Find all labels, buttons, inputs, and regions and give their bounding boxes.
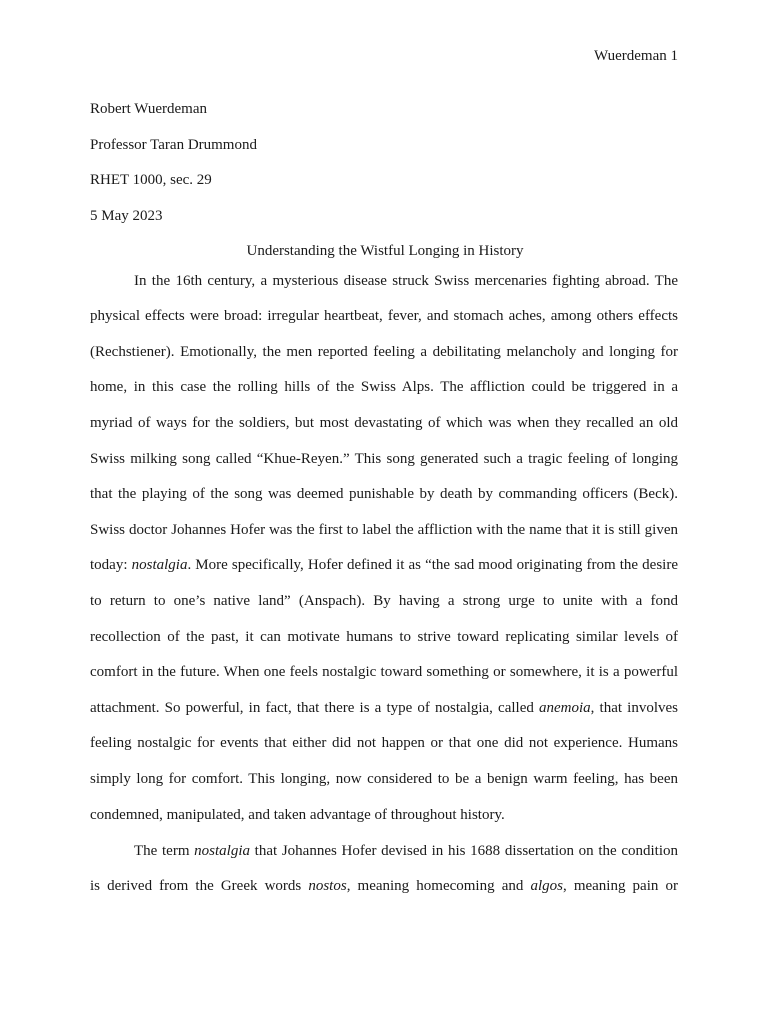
running-head: Wuerdeman 1: [594, 48, 678, 64]
body-line: to return to one’s native land” (Anspach). By having a strong urge to unite with a fond: [90, 593, 678, 609]
body-line: feeling nostalgic for events that either did not happen or that one did not experience. Humans: [90, 735, 678, 751]
body-line: home, in this case the rolling hills of the Swiss Alps. The affliction could be triggered in a: [90, 379, 678, 395]
body-line: The term nostalgia that Johannes Hofer devised in his 1688 dissertation on the condition: [134, 843, 678, 859]
body-line: comfort in the future. When one feels nostalgic toward something or somewhere, it is a powerful: [90, 664, 678, 680]
body-line: In the 16th century, a mysterious disease struck Swiss mercenaries fighting abroad. The: [134, 273, 678, 289]
italic-term: nostos: [308, 878, 347, 894]
body-line: is derived from the Greek words nostos, meaning homecoming and algos, meaning pain or: [90, 878, 678, 894]
instructor-name: Professor Taran Drummond: [90, 136, 257, 153]
body-line: (Rechstiener). Emotionally, the men reported feeling a debilitating melancholy and longing for: [90, 344, 678, 360]
body-line: today: nostalgia. More specifically, Hofer defined it as “the sad mood originating from the desire: [90, 557, 678, 573]
body-line: physical effects were broad: irregular heartbeat, fever, and stomach aches, among others effects: [90, 308, 678, 324]
body-line: condemned, manipulated, and taken advantage of throughout history.: [90, 807, 505, 823]
body-line: attachment. So powerful, in fact, that there is a type of nostalgia, called anemoia, that involves: [90, 700, 678, 716]
body-line: Swiss milking song called “Khue-Reyen.” This song generated such a tragic feeling of longing: [90, 451, 678, 467]
body-line: Swiss doctor Johannes Hofer was the first to label the affliction with the name that it is still given: [90, 522, 678, 538]
italic-term: anemoia: [539, 700, 591, 716]
italic-term: nostalgia: [131, 557, 188, 573]
author-name: Robert Wuerdeman: [90, 101, 207, 117]
body-line: simply long for comfort. This longing, now considered to be a benign warm feeling, has been: [90, 771, 678, 787]
mla-heading: [90, 92, 680, 270]
body-line: myriad of ways for the soldiers, but most devastating of which was when they recalled an old: [90, 415, 678, 431]
italic-term: nostalgia: [194, 843, 250, 859]
italic-term: algos: [530, 878, 563, 894]
course-name: RHET 1000, sec. 29: [90, 172, 212, 189]
date: 5 May 2023: [90, 207, 163, 224]
essay-title: Understanding the Wistful Longing in History: [246, 243, 524, 260]
body-line: that the playing of the song was deemed punishable by death by commanding officers (Beck).: [90, 486, 678, 502]
body-line: recollection of the past, it can motivate humans to strive toward replicating similar levels of: [90, 629, 678, 645]
